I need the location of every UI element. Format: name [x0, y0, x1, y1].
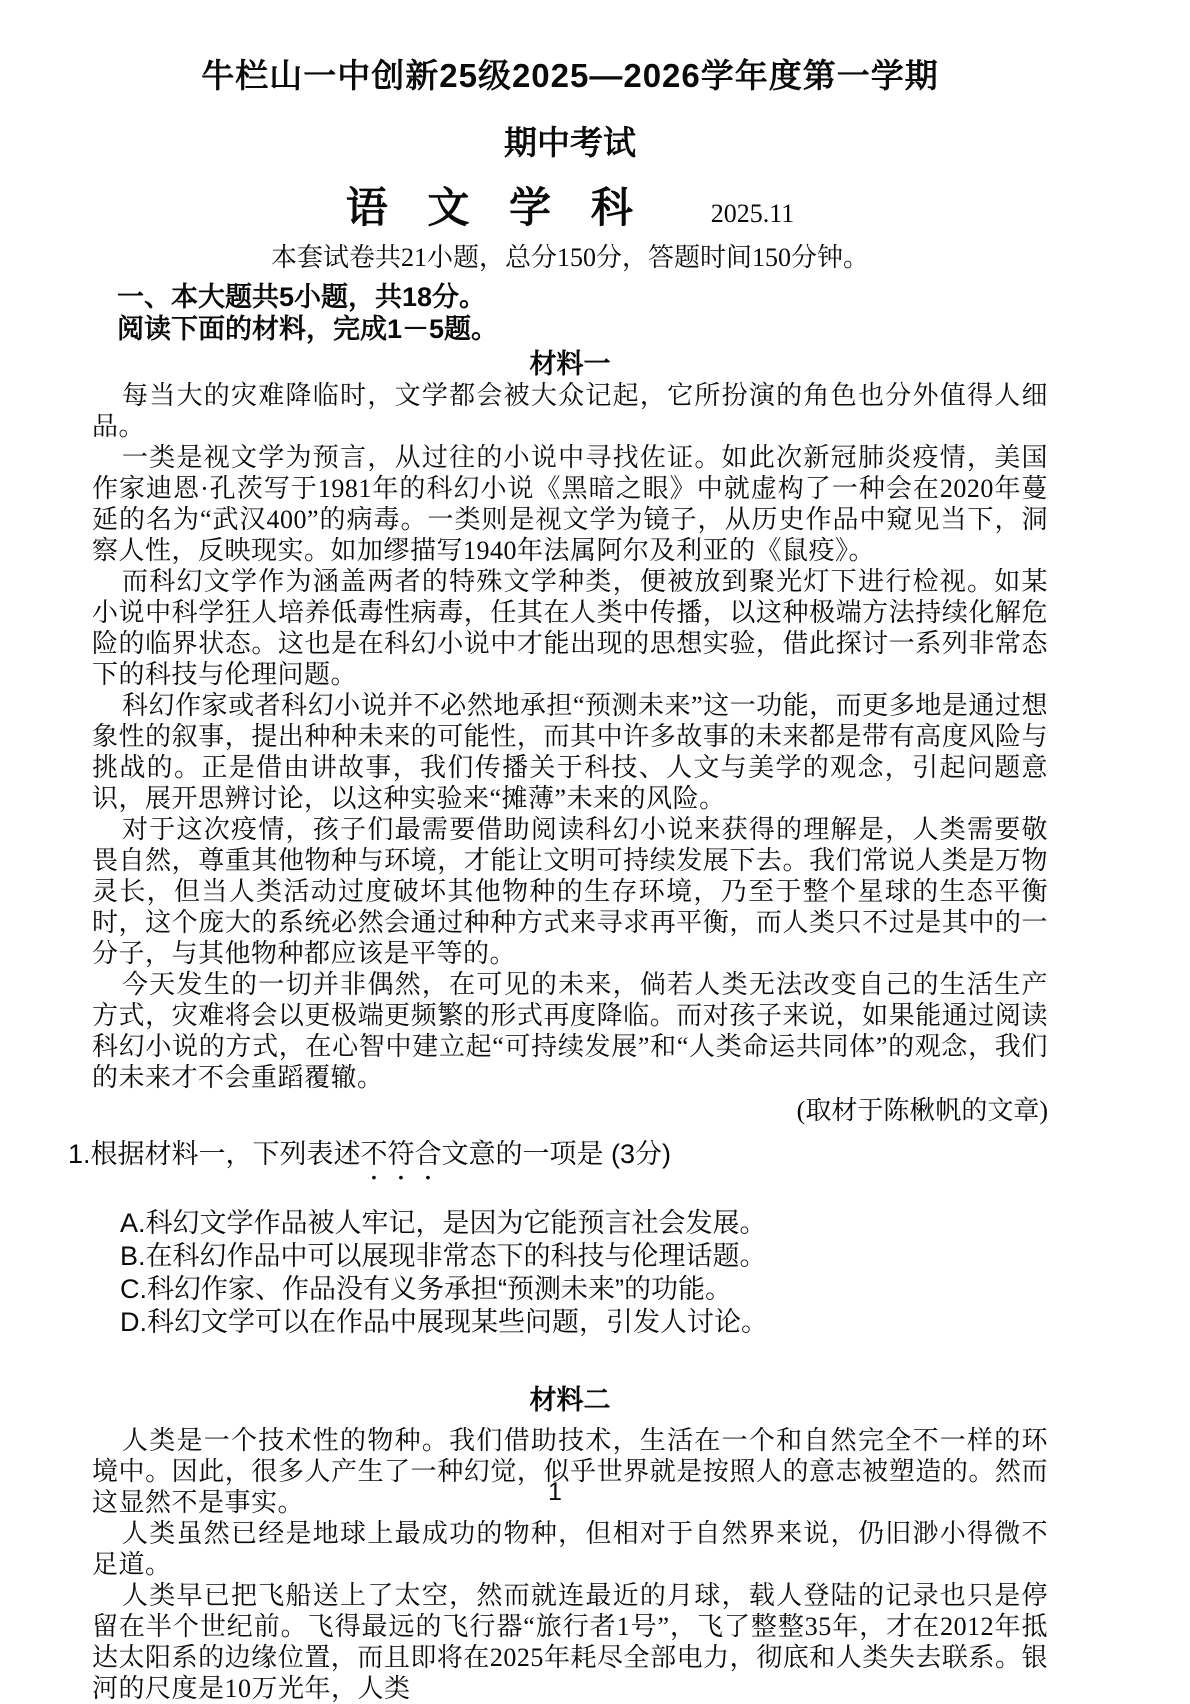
material-one-paragraph-4: 科幻作家或者科幻小说并不必然地承担“预测未来”这一功能，而更多地是通过想象性的叙事，提出种种未来的可能性，而其中许多故事的未来都是带有高度风险与挑战的。正是借由讲故事，我们传播关于科技、人文与美学的观念，引起问题意识，展开思辨讨论，以这种实验来“摊薄”未来的风险。 — [92, 690, 1048, 813]
section-one-reading-instruction: 阅读下面的材料，完成1－5题。 — [117, 313, 499, 344]
material-one-paragraph-1: 每当大的灾难降临时，文学都会被大众记起，它所扮演的角色也分外值得人细品。 — [92, 380, 1048, 441]
subject-title: 语 文 学 科 — [345, 183, 647, 231]
page-number: 1 — [548, 1478, 562, 1506]
question-1-option-a: A.科幻文学作品被人牢记，是因为它能预言社会发展。 — [120, 1207, 767, 1238]
question-1-options — [120, 1207, 1048, 1339]
section-one-heading: 一、本大题共5小题，共18分。 — [117, 281, 487, 312]
question-1-text-prefix: 1.根据材料一，下列表述 — [68, 1138, 361, 1169]
material-two-paragraph-3: 人类早已把飞船送上了太空，然而就连最近的月球，载人登陆的记录也只是停留在半个世纪前。飞得最远的飞行器“旅行者1号”，飞了整整35年，才在2012年抵达太阳系的边缘位置，而且即将在2025年耗尽全部电力，彻底和人类失去联系。银河的尺度是10万光年，人类 — [92, 1580, 1048, 1703]
subject-row — [92, 183, 1048, 231]
question-1-option-d: D.科幻文学可以在作品中展现某些问题，引发人讨论。 — [120, 1306, 768, 1337]
exam-title-school-term: 牛栏山一中创新25级2025—2026学年度第一学期 — [201, 57, 939, 94]
exam-title-midterm: 期中考试 — [504, 124, 636, 162]
material-one-body — [92, 380, 1048, 1126]
material-one-paragraph-3: 而科幻文学作为涵盖两者的特殊文学种类，便被放到聚光灯下进行检视。如某小说中科学狂人培养低毒性病毒，任其在人类中传播，以这种极端方法持续化解危险的临界状态。这也是在科幻小说中才能出现的思想实验，借此探讨一系列非常态下的科技与伦理问题。 — [92, 566, 1048, 689]
material-one-paragraph-5: 对于这次疫情，孩子们最需要借助阅读科幻小说来获得的理解是，人类需要敬畏自然，尊重其他物种与环境，才能让文明可持续发展下去。我们常说人类是万物灵长，但当人类活动过度破坏其他物种的生存环境，乃至于整个星球的生态平衡时，这个庞大的系统必然会通过种种方式来寻求再平衡，而人类只不过是其中的一分子，与其他物种都应该是平等的。 — [92, 814, 1048, 968]
question-1-option-b: B.在科幻作品中可以展现非常态下的科技与伦理话题。 — [120, 1240, 767, 1271]
material-one-title: 材料一 — [529, 348, 611, 379]
question-1-option-c: C.科幻作家、作品没有义务承担“预测未来”的功能。 — [120, 1273, 732, 1304]
question-1-emphasized-term: 不符合 — [360, 1138, 442, 1169]
material-one-source-attribution: (取材于陈楸帆的文章) — [796, 1095, 1048, 1125]
material-two-paragraph-2: 人类虽然已经是地球上最成功的物种，但相对于自然界来说，仍旧渺小得微不足道。 — [92, 1518, 1048, 1579]
exam-instructions: 本套试卷共21小题，总分150分，答题时间150分钟。 — [270, 242, 869, 272]
material-one-paragraph-2: 一类是视文学为预言，从过往的小说中寻找佐证。如此次新冠肺炎疫情，美国作家迪恩·孔茨写于1981年的科幻小说《黑暗之眼》中就虚构了一种会在2020年蔓延的名为“武汉400”的病毒。一类则是视文学为镜子，从历史作品中窥见当下，洞察人性，反映现实。如加缪描写1940年法属阿尔及利亚的《鼠疫》。 — [92, 442, 1048, 565]
material-one-paragraph-6: 今天发生的一切并非偶然，在可见的未来，倘若人类无法改变自己的生活生产方式，灾难将会以更极端更频繁的形式再度降临。而对孩子来说，如果能通过阅读科幻小说的方式，在心智中建立起“可持续发展”和“人类命运共同体”的观念，我们的未来才不会重蹈覆辙。 — [92, 969, 1048, 1092]
material-two-title: 材料二 — [529, 1384, 611, 1415]
exam-date: 2025.11 — [710, 198, 795, 228]
material-two-body — [92, 1425, 1048, 1704]
question-1 — [68, 1138, 1048, 1185]
material-two-paragraph-1: 人类是一个技术性的物种。我们借助技术，生活在一个和自然完全不一样的环境中。因此，很多人产生了一种幻觉，似乎世界就是按照人的意志被塑造的。然而这显然不是事实。 — [92, 1425, 1048, 1517]
question-1-text-suffix: 文意的一项是 (3分) — [441, 1138, 672, 1169]
